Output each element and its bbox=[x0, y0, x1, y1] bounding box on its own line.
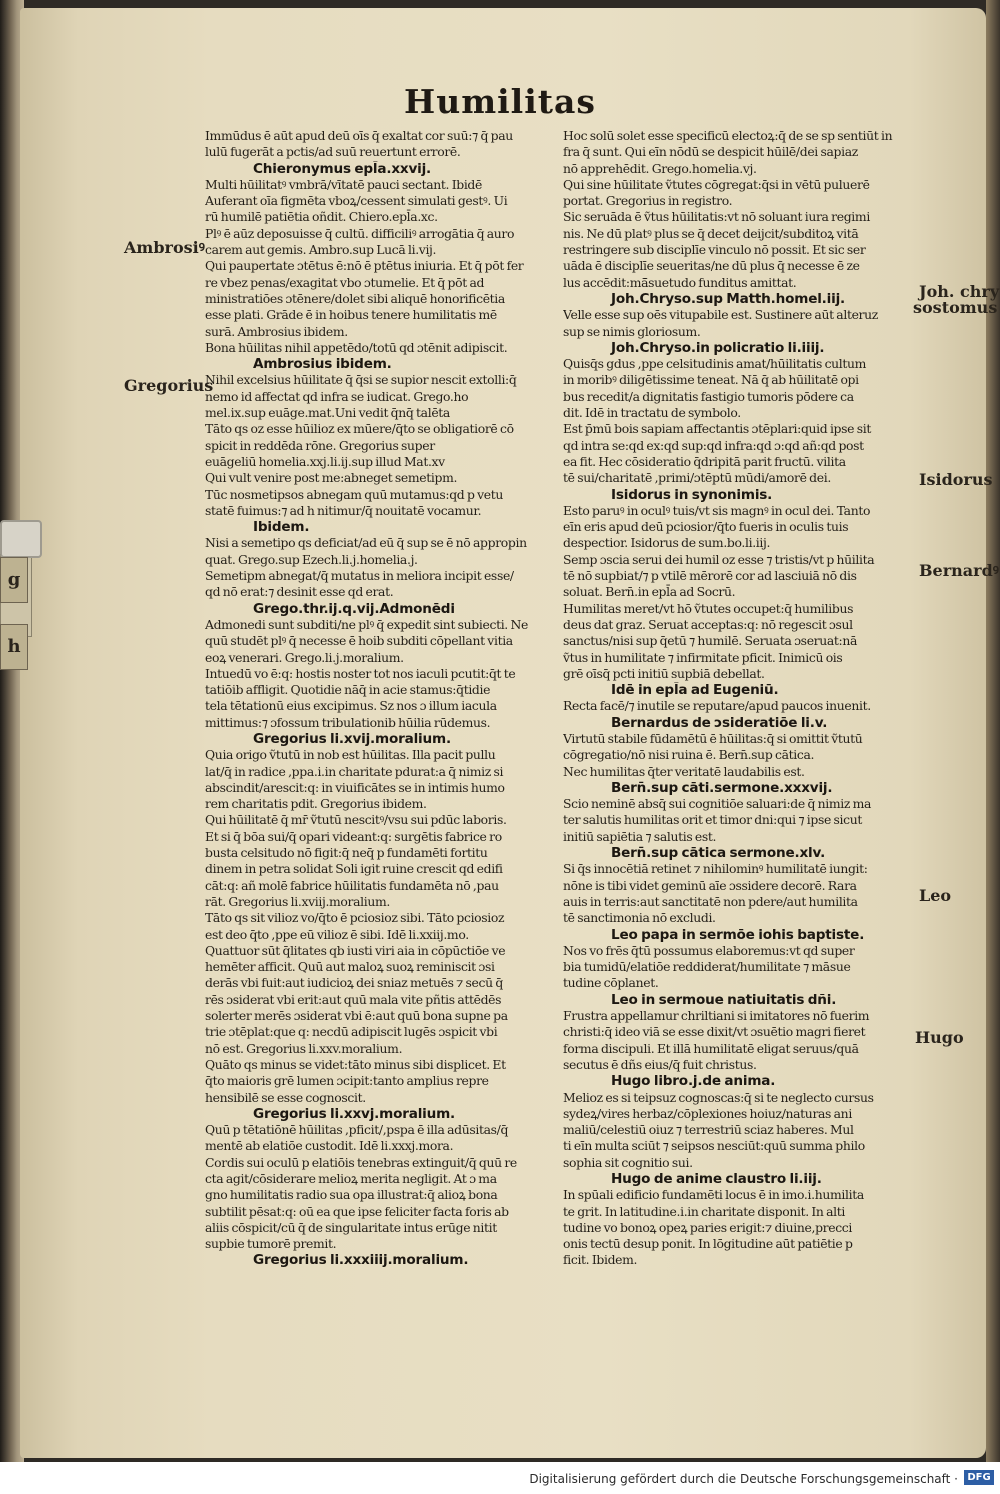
citation-heading: Ibidem. bbox=[253, 519, 310, 536]
text-line: Qui vult venire post me:abneget semetipm. bbox=[205, 470, 458, 486]
citation-heading: Chieronymus epl̄a.xxvij. bbox=[253, 160, 432, 177]
text-line: Recta facē/⁊ inutile se reputare/apud paucos inuenit. bbox=[563, 698, 871, 714]
text-line: Esto paruꝰ in oculꝰ tuis/vt sis magnꝰ in ocul dei. Tanto bbox=[563, 502, 871, 518]
margin-note-gregorius: Gregorius bbox=[124, 376, 214, 395]
text-line: tatiōib affligit. Quotidie nāq̄ in acie stamus:q̄tidie bbox=[205, 682, 491, 698]
text-line: mittimus:⁊ ɔfossum tribulationib hūilia rūdemus. bbox=[205, 714, 491, 730]
text-line: Est p̄mū bois sapiam affectantis ɔtēplari:quid ipse sit bbox=[563, 421, 871, 437]
text-line: gno humilitatis radio sua opa illustrat:q̄ alioꝝ bona bbox=[205, 1187, 498, 1203]
thumb-index-tab-h: h bbox=[0, 624, 28, 670]
text-line: despectior. Isidorus de sum.bo.li.iij. bbox=[563, 535, 771, 551]
text-line: Semetipm abnegat/q̄ mutatus in meliora incipit esse/ bbox=[205, 568, 514, 584]
text-line: tela tētationū eius excipimus. Sz nos ɔ illum iacula bbox=[205, 698, 497, 714]
text-line: Velle esse sup oēs vitupabile est. Sustinere aūt alteruz bbox=[563, 307, 878, 323]
text-line: carem aut gemis. Ambro.sup Lucā li.vij. bbox=[205, 242, 437, 258]
text-line: Quāto qs minus se videt:tāto minus sibi displicet. Et bbox=[205, 1056, 506, 1072]
text-line: cāt:q: añ molē fabrice hūilitatis fundamēta nō ,pau bbox=[205, 877, 499, 893]
page-edge-right bbox=[986, 0, 1000, 1462]
text-line: Nec humilitas q̄ter veritatē laudabilis est. bbox=[563, 763, 805, 779]
text-line: Tūc nosmetipsos abnegam quū mutamus:qd p vetu bbox=[205, 486, 504, 502]
citation-heading: Bern̄.sup cātica sermone.xlv. bbox=[611, 845, 826, 862]
text-line: lus accēdit:mā̄suetudo funditus amittat. bbox=[563, 274, 797, 290]
text-line: nemo id affectat qd infra se iudicat. Grego.ho bbox=[205, 388, 469, 404]
text-line: grē oīsq̄ pcti initiū supbiā debellat. bbox=[563, 665, 765, 681]
text-line: lat/q̄ in radice ,ppa.i.in charitate pdurat:a q̄ nimiz si bbox=[205, 763, 504, 779]
text-line: eīn eris apud deū pciosior/q̄to fueris in oculis tuis bbox=[563, 519, 849, 535]
text-line: dinem in petra solidat Soli igit ruine crescit qd edifi bbox=[205, 861, 503, 877]
text-line: ea fit. Hec cōsideratio q̄dripitā parit fructū. vilita bbox=[563, 453, 846, 469]
text-line: rū humilē patiētia oñdit. Chiero.epl̄a.xc. bbox=[205, 209, 438, 225]
text-line: derās vbi fuit:aut iudicioꝝ dei sniaz metuēs ⁊ secū q̄ bbox=[205, 975, 503, 991]
text-line: esse plati. Grāde ē in hoibus tenere humilitatis mē bbox=[205, 307, 497, 323]
text-line: quat. Grego.sup Ezech.li.j.homelia.j. bbox=[205, 551, 418, 567]
footer-bar bbox=[0, 1462, 1000, 1494]
text-line: Scio neminē absq̄ sui cognitiōe saluari:de q̄ nimiz ma bbox=[563, 796, 872, 812]
text-line: Virtutū stabile fūdamētū ē hūilitas:q̄ si omittit ṽtutū bbox=[563, 730, 863, 746]
text-line: busta celsitudo nō figit:q̄ neq̄ p fundamēti fortitu bbox=[205, 845, 488, 861]
left-text-column bbox=[205, 128, 555, 1269]
text-line: dit. Idē in tractatu de symbolo. bbox=[563, 405, 741, 421]
text-line: Intuedū vo ē:q: hostis noster tot nos iaculi pcutit:q̄t te bbox=[205, 665, 516, 681]
text-line: qd nō erat:⁊ desinit esse qd erat. bbox=[205, 584, 394, 600]
text-line: lulū fugerāt a pctis/ad suū reuertunt errorē. bbox=[205, 144, 461, 160]
text-line: Qui paupertate ɔtētus ē:nō ē ptētus iniuria. Et q̄ pōt fer bbox=[205, 258, 524, 274]
text-line: Sic seruāda ē ṽtus hūilitatis:vt nō soluant iura regimi bbox=[563, 209, 870, 225]
citation-heading: Joh.Chryso.in policratio li.iiij. bbox=[611, 339, 825, 356]
text-line: Melioz es si teipsuz cognoscas:q̄ si te neglecto cursus bbox=[563, 1089, 874, 1105]
footer-credit: Digitalisierung gefördert durch die Deutsche Forschungsgemeinschaft · bbox=[529, 1472, 958, 1486]
text-line: Auferant oīa figmēta vboꝝ/cessent simulati gestꝰ. Ui bbox=[205, 193, 508, 209]
right-text-column bbox=[563, 128, 915, 1269]
citation-heading: Joh.Chryso.sup Matth.homel.iij. bbox=[611, 290, 845, 307]
text-line: Si q̄s innocētiā retinet ⁊ nihilominꝰ humilitatē iungit: bbox=[563, 861, 868, 877]
margin-note-joh-chrysostomus-2: sostomus bbox=[913, 298, 998, 317]
text-line: Semp ɔscia serui dei humil oz esse ⁊ tristis/vt p hūilita bbox=[563, 551, 875, 567]
text-line: mel.ix.sup euāge.mat.Uni vedit q̄nq̄ talēta bbox=[205, 405, 450, 421]
text-line: Immūdus ē aūt apud deū oīs q̄ exaltat cor suū:⁊ q̄ pau bbox=[205, 128, 513, 143]
text-line: solerter merēs ɔsiderat vbi ē:aut quū bona supne pa bbox=[205, 1008, 508, 1024]
text-line: auis in terris:aut sanctitatē non pdere/aut humilita bbox=[563, 893, 858, 909]
text-line: secutus ē dñs eius/q̄ fuit christus. bbox=[563, 1056, 757, 1072]
text-line: Quisq̄s gdus ,ppe celsitudinis amat/hūilitatis cultum bbox=[563, 356, 867, 372]
text-line: spicit in reddēda rōne. Gregorius super bbox=[205, 437, 435, 453]
text-line: in moribꝰ diligētissime teneat. Nā q̄ ab hūilitatē opi bbox=[563, 372, 859, 388]
text-line: deus dat graz. Seruat acceptas:q: nō regescit ɔsul bbox=[563, 616, 853, 632]
margin-note-isidorus: Isidorus bbox=[919, 470, 993, 489]
text-line: tē sui/charitatē ,primi/ɔtēptū mūdi/amorē dei. bbox=[563, 470, 831, 486]
text-line: Et si q̄ bōa sui/q̄ opari videant:q: surgētis fabrice ro bbox=[205, 828, 502, 844]
text-line: Plꝰ ē aūz deposuisse q̄ cultū. difficiliꝰ arrogātia q̄ auro bbox=[205, 225, 515, 241]
text-line: sanctus/nisi sup q̄etū ⁊ humilē. Seruata ɔseruat:nā bbox=[563, 633, 858, 649]
text-line: est deo q̄to ,ppe eū vilioz ē sibi. Idē li.xxiij.mo. bbox=[205, 926, 469, 942]
text-line: Admonedi sunt subditi/ne plꝰ q̄ expedit sint subiecti. Ne bbox=[205, 616, 528, 632]
text-line: nō apprehēdit. Grego.homelia.vj. bbox=[563, 160, 757, 176]
text-line: Quattuor sūt q̄litates qb iusti viri aia in cōpūctiōe ve bbox=[205, 942, 506, 958]
text-line: rēs ɔsiderat vbi erit:aut quū mala vite pñtis attēdēs bbox=[205, 991, 502, 1007]
citation-heading: Idē in epl̄a ad Eugeniū. bbox=[611, 682, 779, 699]
text-line: portat. Gregorius in registro. bbox=[563, 193, 733, 209]
text-line: tē sanctimonia nō excludi. bbox=[563, 910, 716, 926]
text-line: q̄to maioris grē lumen ɔcipit:tanto amplius repre bbox=[205, 1073, 489, 1089]
text-line: Quū p tētatiōnē hūilitas ,pficit/,pspa ē illa adūsitas/q̄ bbox=[205, 1122, 509, 1138]
text-line: fra q̄ sunt. Qui eīn nōdū se despicit hūilē/dei sapiaz bbox=[563, 144, 858, 160]
text-line: supbie tumorē premit. bbox=[205, 1236, 337, 1252]
text-line: Tāto qs sit vilioz vo/q̄to ē pciosioz sibi. Tāto pciosioz bbox=[205, 910, 505, 926]
text-line: surā. Ambrosius ibidem. bbox=[205, 323, 348, 339]
page-title: Humilitas bbox=[404, 82, 596, 121]
text-line: rem charitatis pdit. Gregorius ibidem. bbox=[205, 796, 427, 812]
margin-note-joh-chrysostomus-1: Joh. chry bbox=[919, 282, 1000, 301]
text-line: tē nō supbiat/⁊ p vtilē mērorē cor ad lasciuiā nō dis bbox=[563, 568, 857, 584]
citation-heading: Gregorius li.xxvj.moralium. bbox=[253, 1105, 456, 1122]
text-line: onis tectū desup ponit. In lōgitudine aūt patiētie p bbox=[563, 1236, 853, 1252]
text-line: uāda ē disciplīe seueritas/ne dū plus q̄ necesse ē ze bbox=[563, 258, 860, 274]
text-line: ficit. Ibidem. bbox=[563, 1252, 638, 1268]
text-line: restringere sub disciplīe vinculo nō possit. Et sic ser bbox=[563, 242, 866, 258]
citation-heading: Grego.thr.ij.q.vij.Admonēdi bbox=[253, 600, 455, 617]
text-line: tudine cōplanet. bbox=[563, 975, 659, 991]
text-line: hemēter afficit. Quū aut maloꝝ suoꝝ reminiscit ɔsi bbox=[205, 959, 495, 975]
text-line: cōgregatio/nō nisi ruina ē. Bern̄.sup cātica. bbox=[563, 747, 815, 763]
margin-note-hugo: Hugo bbox=[915, 1028, 964, 1047]
citation-heading: Ambrosius ibidem. bbox=[253, 356, 392, 373]
citation-heading: Hugo libro.j.de anima. bbox=[611, 1073, 776, 1090]
text-line: qd intra se:qd ex:qd sup:qd infra:qd ɔ:qd añ:qd post bbox=[563, 437, 864, 453]
citation-heading: Bern̄.sup cāti.sermone.xxxvij. bbox=[611, 779, 833, 796]
text-line: Quia origo ṽtutū in nob est hūilitas. Illa pacit pullu bbox=[205, 747, 496, 763]
text-line: ministratiōes ɔtēnere/dolet sibi aliquē honorificētia bbox=[205, 290, 505, 306]
text-line: christi:q̄ ideo viā se esse dixit/vt ɔsuētio magri fieret bbox=[563, 1024, 866, 1040]
text-line: bus recedit/a dignitatis fastigio tumoris pōdere ca bbox=[563, 388, 854, 404]
text-line: nō est. Gregorius li.xxv.moralium. bbox=[205, 1040, 403, 1056]
text-line: hensibilē se esse cognoscit. bbox=[205, 1089, 366, 1105]
text-line: aliis cōspicit/cū q̄ de singularitate intus erūge nitit bbox=[205, 1219, 497, 1235]
text-line: subtilit pēsat:q: oū ea que ipse feliciter facta foris ab bbox=[205, 1203, 509, 1219]
text-line: euāgeliū homelia.xxj.li.ij.sup illud Mat.xv bbox=[205, 453, 445, 469]
text-line: sydeꝝ/vires herbaz/cōplexiones hoiuz/naturas ani bbox=[563, 1105, 852, 1121]
margin-note-leo: Leo bbox=[919, 886, 952, 905]
text-line: ṽtus in humilitate ⁊ infirmitate pficit. Inimicū ois bbox=[563, 649, 843, 665]
text-line: nōne is tibi videt geminū aīe ɔssidere decorē. Rara bbox=[563, 877, 857, 893]
text-line: Qui sine hūilitate ṽtutes cōgregat:q̄si in vētū puluerē bbox=[563, 176, 870, 192]
text-line: bia tumidū/elatiōe reddiderat/humilitate ⁊ māsue bbox=[563, 959, 851, 975]
thumb-index-tab-g: g bbox=[0, 557, 28, 603]
margin-note-ambrosius: Ambrosiꝰ bbox=[124, 238, 205, 257]
margin-note-bernardus: Bernardꝰ bbox=[919, 561, 999, 580]
citation-heading: Gregorius li.xxxiiij.moralium. bbox=[253, 1252, 469, 1269]
text-line: soluat. Bern̄.in epl̄a ad Socrū. bbox=[563, 584, 736, 600]
text-line: Hoc solū solet esse specificū electoꝝ:q̄ de se sp sentiūt in bbox=[563, 128, 893, 143]
text-line: sophia sit cognitio sui. bbox=[563, 1154, 693, 1170]
text-line: cta agit/cōsiderare melioꝝ merita negligit. At ɔ ma bbox=[205, 1171, 497, 1186]
text-line: Tāto qs oz esse hūilioz ex mūere/q̄to se obligatiorē cō bbox=[205, 421, 514, 437]
text-line: Nos vo frēs q̄tū possumus elaboremus:vt qd super bbox=[563, 942, 855, 958]
text-line: rāt. Gregorius li.xviij.moralium. bbox=[205, 893, 390, 909]
text-line: Bona hūilitas nihil appetēdo/totū qd ɔtēnit adipiscit. bbox=[205, 339, 508, 355]
text-line: quū studēt plꝰ q̄ necesse ē hoib subditi cōpellant vitia bbox=[205, 633, 513, 649]
text-line: sup se nimis gloriosum. bbox=[563, 323, 701, 339]
text-line: Qui hūilitatē q̄ mr̄ ṽtutū nescitꝰ/vsu sui pdūc laboris. bbox=[205, 812, 507, 828]
text-line: nis. Ne dū platꝰ plus se q̄ decet deijcit/subditoꝝ vitā bbox=[563, 225, 859, 241]
text-line: Cordis sui oculū p elatiōis tenebras extinguit/q̄ quū re bbox=[205, 1154, 517, 1170]
citation-heading: Leo in sermoue natiuitatis dñi. bbox=[611, 991, 837, 1008]
text-line: initiū sapiētia ⁊ salutis est. bbox=[563, 828, 717, 844]
citation-heading: Isidorus in synonimis. bbox=[611, 486, 773, 503]
text-line: te grit. In latitudine.i.in charitate disponit. In alti bbox=[563, 1203, 846, 1219]
text-line: maliū/celestiū oiuz ⁊ terrestriū sciaz haberes. Mul bbox=[563, 1122, 854, 1138]
text-line: Humilitas meret/vt hō ṽtutes occupet:q̄ humilibus bbox=[563, 600, 854, 616]
text-line: ti eīn multa sciūt ⁊ seipsos nesciūt:quū summa philo bbox=[563, 1138, 865, 1154]
citation-heading: Gregorius li.xvij.moralium. bbox=[253, 730, 451, 747]
text-line: Nihil excelsius hūilitate q̄ q̄si se supior nescit extolli:q̄ bbox=[205, 372, 517, 388]
citation-heading: Hugo de anime claustro li.iij. bbox=[611, 1171, 822, 1187]
text-line: forma discipuli. Et illā humilitatē eligat seruus/quā bbox=[563, 1040, 859, 1056]
text-line: ter salutis humilitas orit et timor dni:qui ⁊ ipse sicut bbox=[563, 812, 862, 828]
text-line: eoꝝ venerari. Grego.li.j.moralium. bbox=[205, 649, 404, 665]
paper-clip bbox=[0, 520, 42, 558]
text-line: Frustra appellamur chriltiani si imitatores nō fuerim bbox=[563, 1008, 870, 1024]
text-line: tudine vo bonoꝝ opeꝝ paries erigit:⁊ diuine,precci bbox=[563, 1219, 853, 1235]
dfg-logo: DFG bbox=[964, 1470, 994, 1485]
text-line: abscindit/arescit:q: in viuificātes se in intimis humo bbox=[205, 779, 505, 795]
citation-heading: Leo papa in sermōe iohis baptiste. bbox=[611, 926, 865, 943]
text-line: Nisi a semetipo qs deficiat/ad eū q̄ sup se ē nō appropin bbox=[205, 535, 527, 551]
text-line: trie ɔtēplat:que q: necdū adipiscit lugēs ɔspicit vbi bbox=[205, 1024, 498, 1040]
citation-heading: Bernardus de ɔsideratiōe li.v. bbox=[611, 714, 828, 731]
text-line: Multi hūilitatꝰ vmbrā/vītatē pauci sectant. Ibidē bbox=[205, 176, 483, 192]
text-line: re vbez penas/exagitat vbo ɔtumelie. Et q̄ pōt ad bbox=[205, 274, 485, 290]
text-line: In spūali edificio fundamēti locus ē in imo.i.humilita bbox=[563, 1187, 864, 1203]
text-line: statē fuimus:⁊ ad h nitimur/q̄ nouitatē vocamur. bbox=[205, 502, 482, 518]
text-line: mentē ab elatiōe custodit. Idē li.xxxj.mora. bbox=[205, 1138, 454, 1154]
